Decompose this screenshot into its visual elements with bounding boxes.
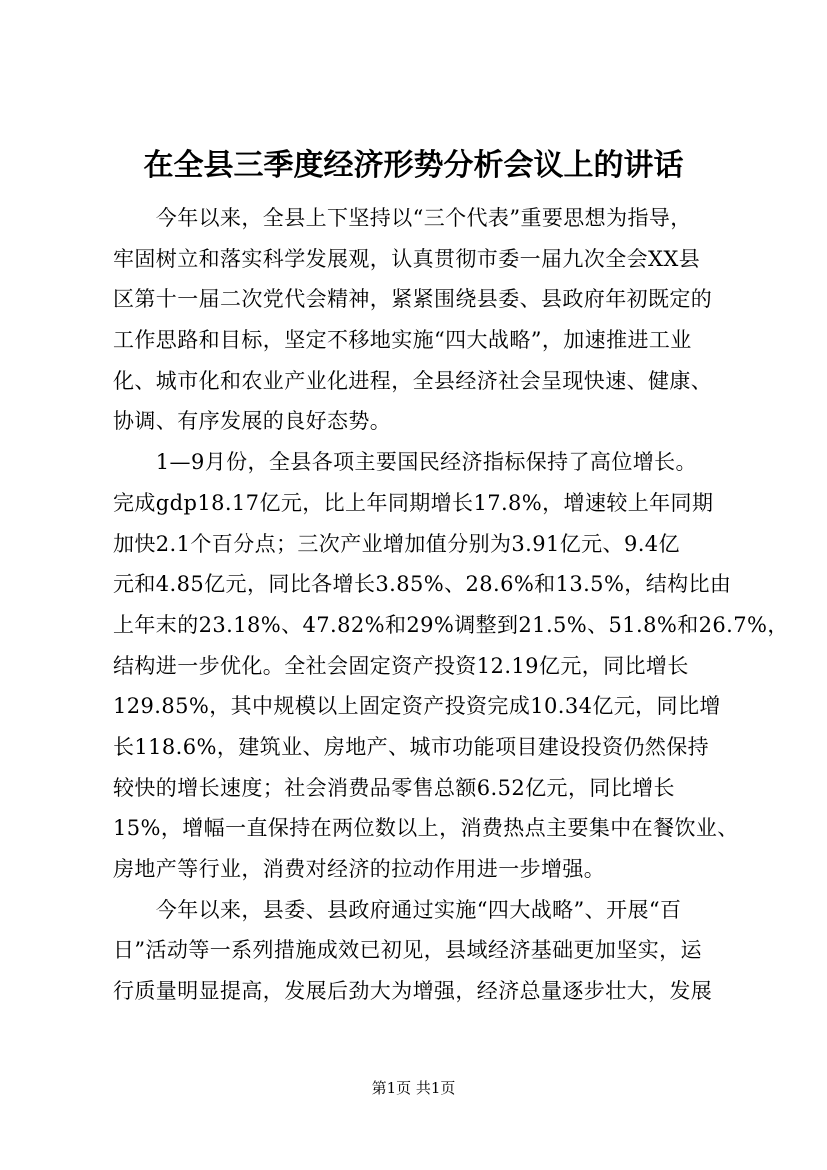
body-line: 牢固树立和落实科学发展观，认真贯彻市委一届九次全会XX县 — [113, 246, 701, 271]
body-line: 上年末的23.18%、47.82%和29%调整到21.5%、51.8%和26.7%， — [113, 612, 789, 637]
body-line: 今年以来，县委、县政府通过实施“四大战略”、开展“百 — [113, 897, 682, 922]
body-line: 行质量明显提高，发展后劲大为增强，经济总量逐步壮大，发展 — [113, 979, 713, 1004]
body-line: 工作思路和目标，坚定不移地实施“四大战略”，加速推进工业 — [113, 328, 692, 353]
body-line: 15%，增幅一直保持在两位数以上，消费热点主要集中在餐饮业、 — [113, 816, 739, 841]
page-footer: 第1页 共1页 — [371, 1079, 456, 1097]
body-line: 完成gdp18.17亿元，比上年同期增长17.8%，增速较上年同期 — [113, 490, 714, 515]
body-line: 化、城市化和农业产业化进程，全县经济社会呈现快速、健康、 — [113, 368, 713, 393]
body-line: 日”活动等一系列措施成效已初见，县域经济基础更加坚实，运 — [113, 938, 702, 963]
body-line: 较快的增长速度；社会消费品零售总额6.52亿元，同比增长 — [113, 775, 675, 800]
body-line: 元和4.85亿元，同比各增长3.85%、28.6%和13.5%，结构比由 — [113, 572, 732, 597]
body-line: 协调、有序发展的良好态势。 — [113, 409, 392, 434]
body-line: 结构进一步优化。全社会固定资产投资12.19亿元，同比增长 — [113, 653, 689, 678]
body-line: 房地产等行业，消费对经济的拉动作用进一步增强。 — [113, 857, 606, 881]
document-body — [113, 198, 789, 1012]
document-title: 在全县三季度经济形势分析会议上的讲话 — [143, 148, 684, 183]
body-line: 加快2.1个百分点；三次产业增加值分别为3.91亿元、9.4亿 — [113, 531, 680, 556]
body-line: 129.85%，其中规模以上固定资产投资完成10.34亿元，同比增 — [113, 694, 721, 719]
body-line: 长118.6%，建筑业、房地产、城市功能项目建设投资仍然保持 — [113, 734, 710, 759]
body-line: 区第十一届二次党代会精神，紧紧围绕县委、县政府年初既定的 — [113, 287, 713, 312]
body-line: 今年以来，全县上下坚持以“三个代表”重要思想为指导， — [113, 206, 692, 230]
body-line: 1—9月份，全县各项主要国民经济指标保持了高位增长。 — [113, 450, 697, 475]
